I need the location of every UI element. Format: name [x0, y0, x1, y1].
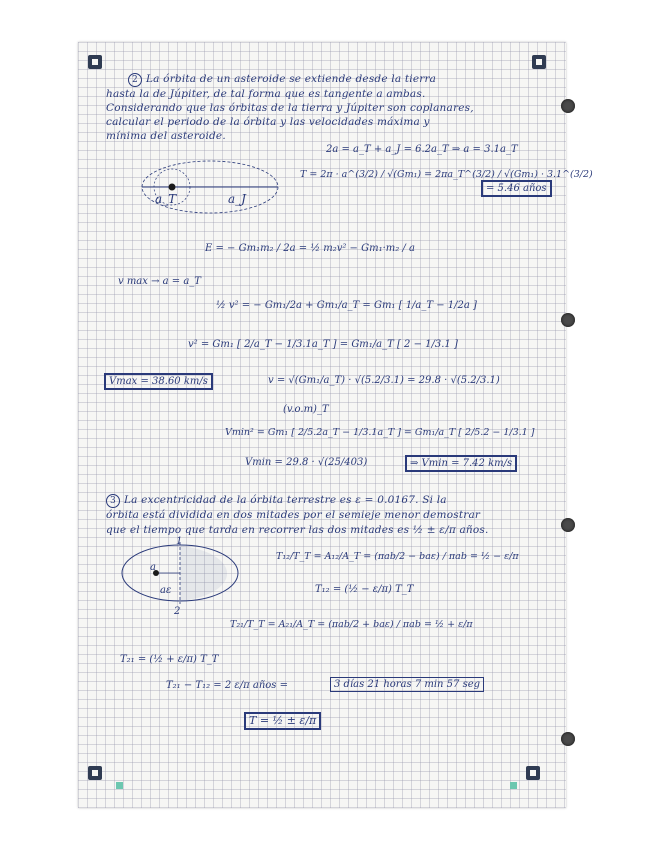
page-corner-marker-top-left: [88, 55, 102, 69]
vmax-condition: v max → a = a_T: [118, 276, 201, 287]
diagram2-label-ae: aε: [160, 585, 172, 596]
problem2-line-3: Considerando que las órbitas de la tierra y Júpiter son coplanares,: [106, 102, 474, 114]
problem2-number: 2: [128, 73, 142, 87]
problem2-line-4: calcular el periodo de la órbita y las velocidades máxima y: [106, 116, 430, 128]
final-result-box: T = ½ ± ε/π: [244, 712, 321, 730]
equation-period: T = 2π · a^(3/2) / √(Gm₁) = 2πa_T^(3/2) / √(Gm₁) · 3.1^(3/2): [300, 169, 593, 180]
page-corner-marker-bottom-right: [526, 766, 540, 780]
problem3-line-1: La excentricidad de la órbita terrestre es ε = 0.0167. Si la: [124, 494, 447, 506]
problem2-line-2: hasta la de Júpiter, de tal forma que es tangente a ambas.: [106, 88, 426, 100]
equation-semi-major-axis: 2a = a_T + a_J = 6.2a_T ⇒ a = 3.1a_T: [326, 144, 518, 155]
equation-vmin-squared: Vmin² = Gm₁ [ 2/5.2a_T − 1/3.1a_T ] = Gm₁/a_T [ 2/5.2 − 1/3.1 ]: [225, 427, 535, 438]
vmin-result-box: ⇒ Vmin = 7.42 km/s: [405, 455, 517, 472]
diagram2-label-2: 2: [174, 606, 181, 617]
vmax-result-box: Vmax = 38.60 km/s: [104, 373, 213, 390]
page-green-marker-left: [116, 782, 123, 789]
period-result-box: = 5.46 años: [481, 180, 552, 197]
problem3-line-3: que el tiempo que tarda en recorrer las dos mitades es ½ ± ε/π años.: [106, 524, 489, 536]
problem2-line-5: mínima del asteroide.: [106, 130, 226, 142]
orbit-diagram-2: [118, 538, 248, 608]
orbit-diagram-1: [130, 145, 290, 215]
problem3-line-2: órbita está dividida en dos mitades por el semieje menor demostrar: [106, 509, 481, 521]
difference-result-box: 3 días 21 horas 7 min 57 seg: [330, 677, 484, 692]
equation-t21: T₂₁ = (½ + ε/π) T_T: [120, 654, 219, 665]
binder-hole-4: [561, 732, 575, 746]
page-corner-marker-bottom-left: [88, 766, 102, 780]
equation-t12: T₁₂ = (½ − ε/π) T_T: [315, 584, 414, 595]
equation-t21-ratio: T₂₁/T_T = A₂₁/A_T = (πab/2 + baε) / πab = ½ + ε/π: [230, 619, 473, 630]
equation-t12-ratio: T₁₂/T_T = A₁₂/A_T = (πab/2 − baε) / πab = ½ − ε/π: [276, 551, 519, 562]
problem2-line-1: La órbita de un asteroide se extiende desde la tierra: [146, 73, 437, 85]
equation-difference: T₂₁ − T₁₂ = 2 ε/π años =: [166, 680, 288, 691]
label-a-j: a_J: [228, 192, 246, 206]
equation-energy: E = − Gm₁m₂ / 2a = ½ m₂v² − Gm₁·m₂ / a: [205, 243, 415, 254]
equation-velocity-1: ½ v² = − Gm₁/2a + Gm₁/a_T = Gm₁ [ 1/a_T − 1/2a ]: [216, 300, 477, 311]
binder-hole-3: [561, 518, 575, 532]
diagram2-label-a: a: [150, 562, 156, 573]
label-a-t: a_T: [155, 192, 177, 206]
page-corner-marker-top-right: [532, 55, 546, 69]
equation-vmin: Vmin = 29.8 · √(25/403): [245, 457, 368, 468]
equation-velocity-2: v² = Gm₁ [ 2/a_T − 1/3.1a_T ] = Gm₁/a_T [ 2 − 1/3.1 ]: [188, 339, 458, 350]
binder-hole-1: [561, 99, 575, 113]
problem3-number: 3: [106, 494, 120, 508]
equation-velocity-3: v = √(Gm₁/a_T) · √(5.2/3.1) = 29.8 · √(5.2/3.1): [268, 375, 500, 386]
page-green-marker-right: [510, 782, 517, 789]
binder-hole-2: [561, 313, 575, 327]
diagram2-label-1: 1: [176, 536, 183, 547]
vom-label: (v.o.m)_T: [283, 404, 329, 415]
